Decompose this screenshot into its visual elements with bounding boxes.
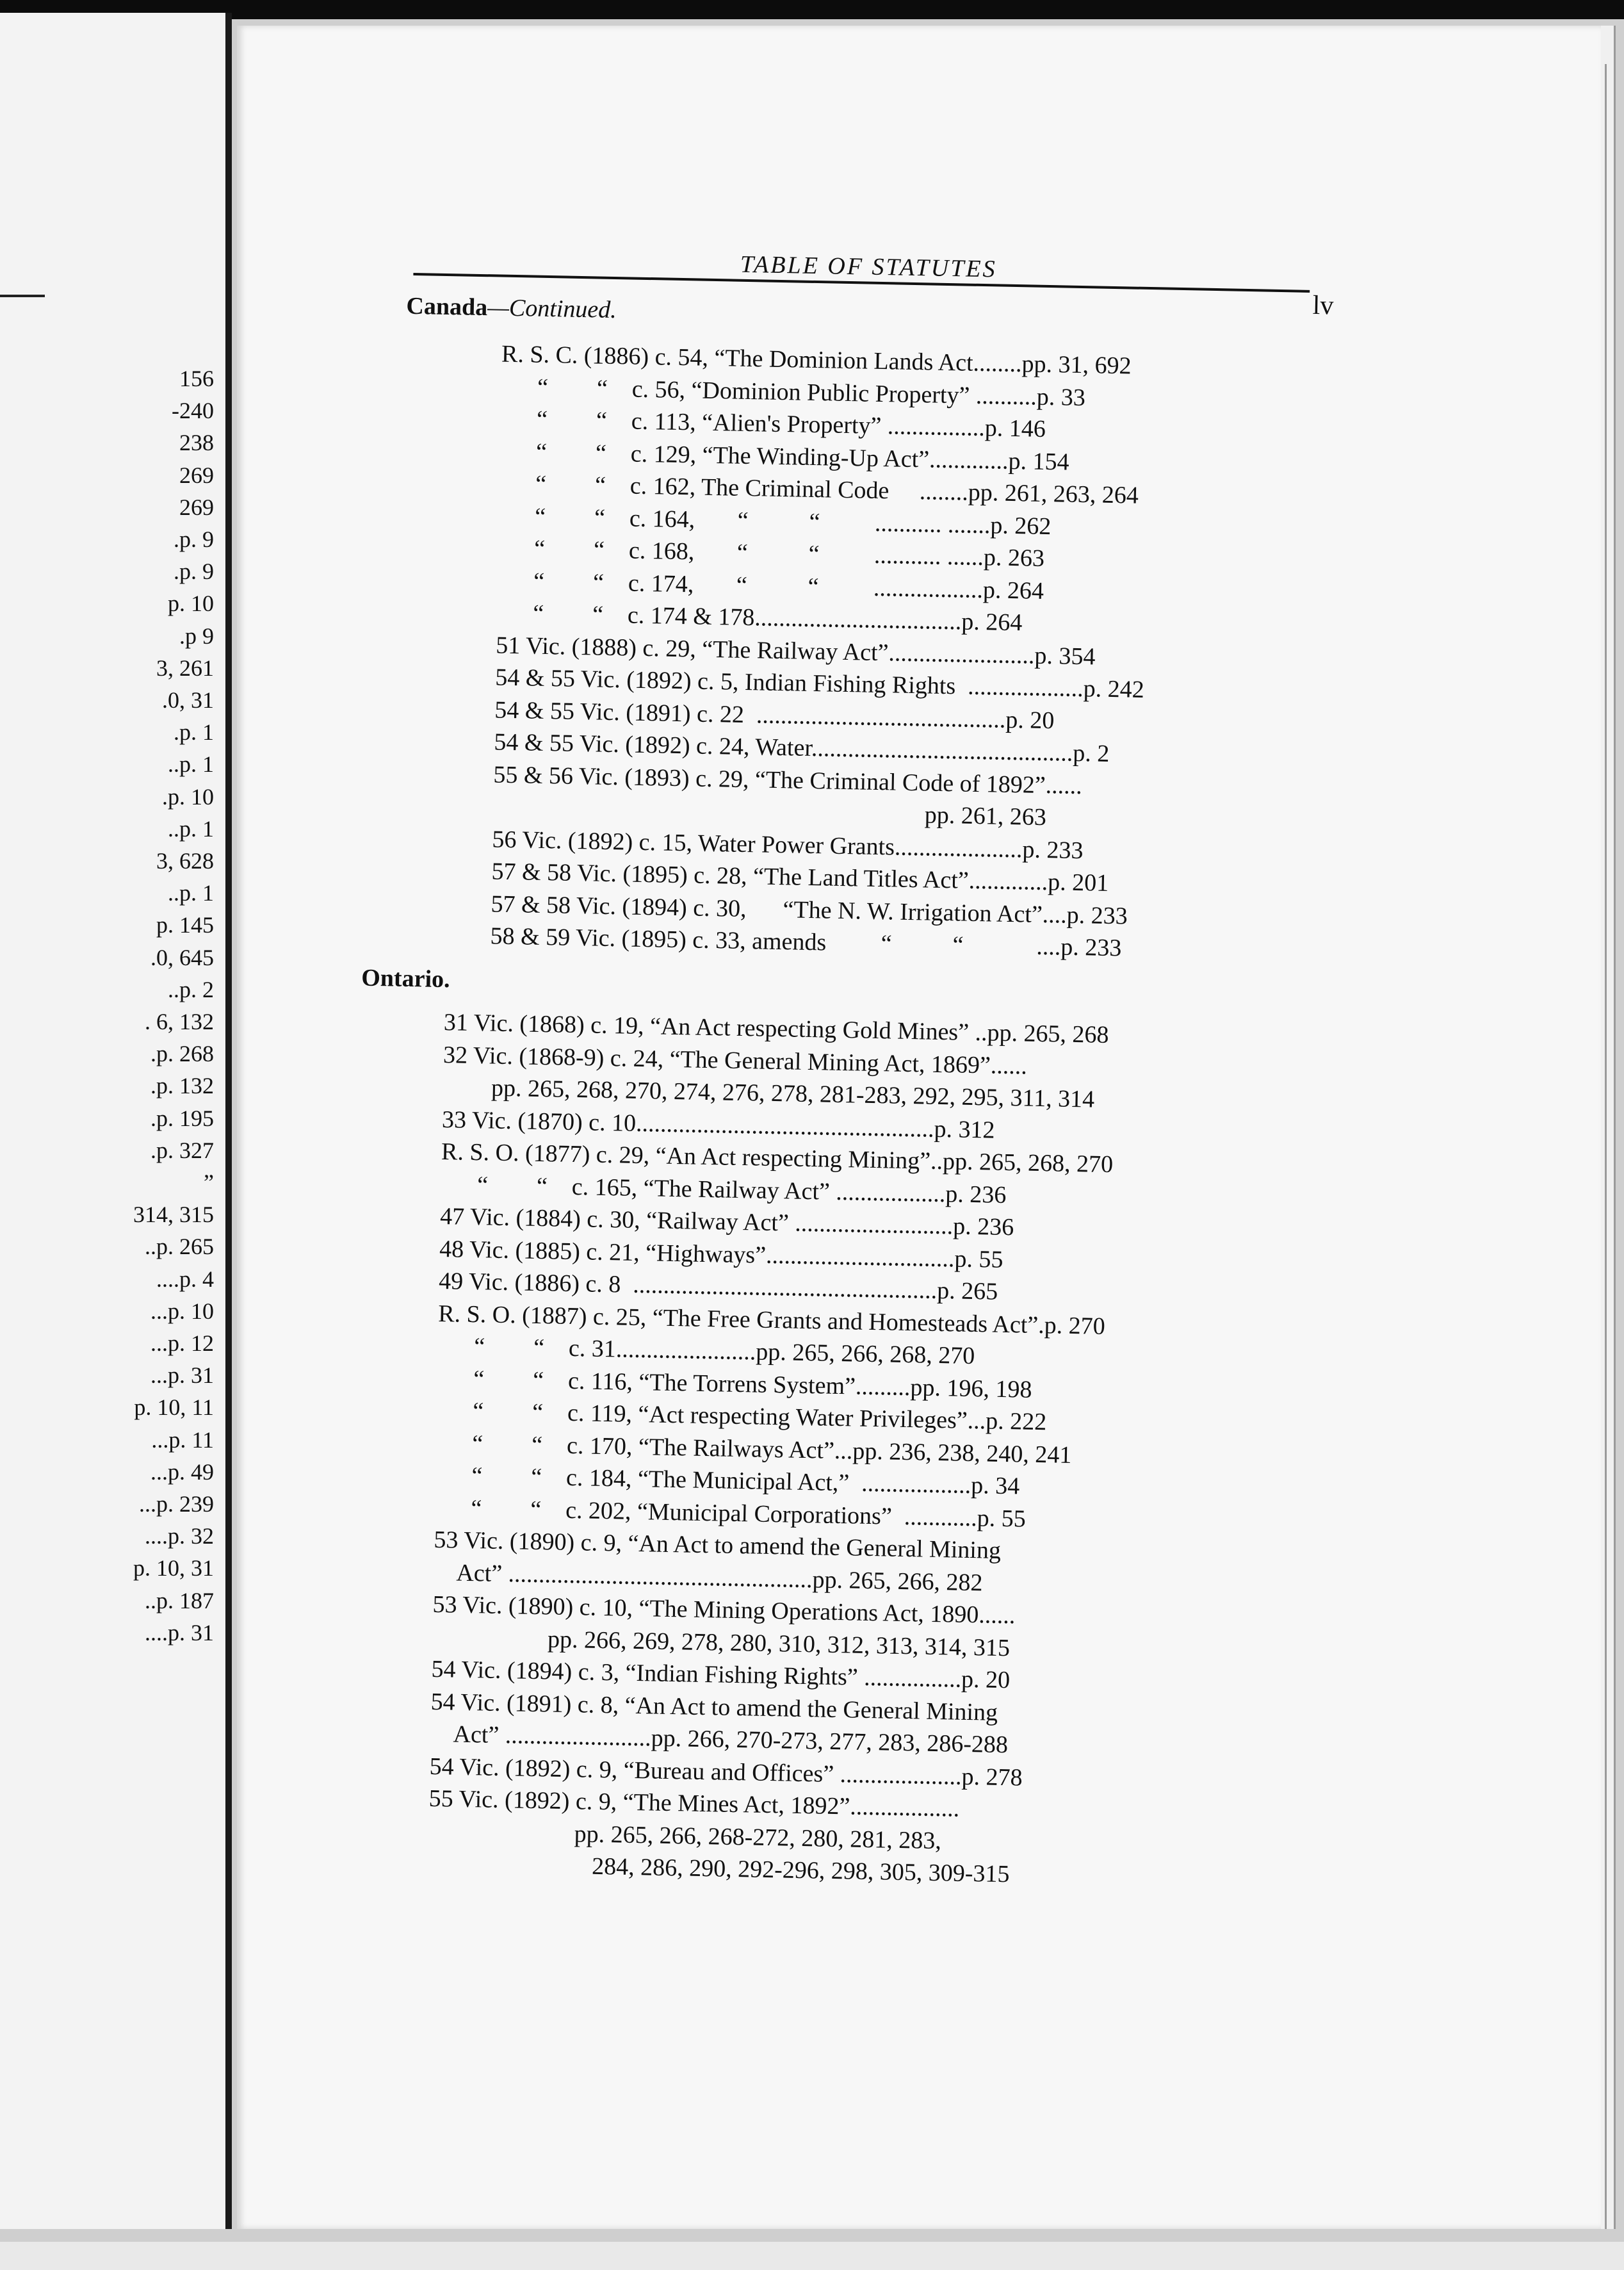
statute-entry: 32 Vic. (1868-9) c. 24, “The General Mining Act, 1869”...... (443, 1041, 1028, 1080)
statute-entry: 54 & 55 Vic. (1892) c. 5, Indian Fishing Rights ...................p. 242 (494, 664, 1145, 703)
statute-entry: 55 Vic. (1892) c. 9, “The Mines Act, 1892”.................. (428, 1784, 960, 1822)
statute-entry: 31 Vic. (1868) c. 19, “An Act respecting Gold Mines” ..pp. 265, 268 (443, 1009, 1109, 1049)
page-content (209, 13, 1616, 2242)
previous-page-line: 238 (179, 430, 214, 456)
section-heading-canada-label: Canada (406, 292, 488, 322)
statute-entry: “ “ c. 174 & 178..................................p. 264 (496, 599, 1023, 637)
previous-page-line: 269 (179, 462, 214, 488)
statute-entry: Act” ..................................................pp. 265, 266, 282 (433, 1558, 983, 1596)
previous-page-line: ..p. 1 (168, 880, 214, 906)
statute-entry: R. S. C. (1886) c. 54, “The Dominion Lands Act........pp. 31, 692 (501, 340, 1132, 380)
statute-entry: “ “ c. 184, “The Municipal Act,” ..................p. 34 (435, 1461, 1020, 1500)
previous-page-line: 269 (179, 494, 214, 520)
previous-page-line: 3, 261 (156, 655, 214, 681)
statute-entry: “ “ c. 56, “Dominion Public Property” ..........p. 33 (500, 373, 1086, 411)
previous-page-line: .p. 268 (150, 1041, 214, 1067)
page-number: lv (1312, 290, 1334, 321)
section-heading-ontario: Ontario. (361, 964, 451, 993)
previous-page-line: .p. 10 (162, 783, 214, 810)
previous-page-line: ....p. 31 (145, 1619, 214, 1645)
statute-entry: pp. 261, 263 (492, 793, 1047, 831)
previous-page-line: ..p. 2 (168, 976, 214, 1002)
previous-page-line: .p. 1 (174, 719, 214, 746)
statute-entry: “ “ c. 116, “The Torrens System”.........pp. 196, 198 (436, 1364, 1032, 1403)
previous-page-rule (0, 295, 45, 297)
previous-page-line: ..p. 265 (145, 1234, 214, 1260)
statute-entry: 53 Vic. (1890) c. 10, “The Mining Operations Act, 1890...... (432, 1590, 1016, 1629)
statute-entry: “ “ c. 202, “Municipal Corporations” ............p. 55 (434, 1494, 1027, 1533)
statute-entry: “ “ c. 119, “Act respecting Water Privileges”...p. 222 (436, 1396, 1047, 1436)
statute-entry: 54 Vic. (1894) c. 3, “Indian Fishing Rights” ................p. 20 (431, 1655, 1011, 1694)
previous-page-line: . 6, 132 (145, 1009, 214, 1034)
statute-entry: R. S. O. (1877) c. 29, “An Act respecting Mining”..pp. 265, 268, 270 (441, 1138, 1114, 1179)
previous-page-line: ...p. 31 (150, 1362, 214, 1389)
previous-page-line: p. 10, 11 (134, 1394, 214, 1421)
previous-page-line: p. 145 (156, 912, 214, 938)
scan-border-top (0, 0, 1624, 19)
previous-page-line: ...p. 49 (150, 1458, 214, 1485)
previous-page-line: ....p. 32 (145, 1523, 214, 1549)
statute-entry: “ “ c. 31.......................pp. 265, 266, 268, 270 (437, 1332, 975, 1370)
statute-entry: “ “ c. 168, “ “ ........... ......p. 263 (497, 534, 1045, 572)
previous-page-line: ...p. 12 (150, 1330, 214, 1356)
statute-entry: “ “ c. 164, “ “ ........... .......p. 262 (498, 502, 1052, 540)
statute-entry: pp. 265, 268, 270, 274, 276, 278, 281-283, 292, 295, 311, 314 (442, 1074, 1095, 1113)
scan-border-bottom (0, 2242, 1624, 2270)
section-heading-continued: —Continued. (487, 294, 617, 324)
statute-entry: “ “ c. 162, The Criminal Code ........pp. 261, 263, 264 (498, 470, 1139, 509)
previous-page-line: .p. 132 (150, 1073, 214, 1099)
previous-page-line: 314, 315 (133, 1202, 214, 1228)
previous-page-line: ....p. 4 (156, 1266, 214, 1292)
statute-entry: 57 & 58 Vic. (1894) c. 30, “The N. W. Irrigation Act”....p. 233 (491, 890, 1128, 930)
previous-page-line: ..p. 187 (145, 1587, 214, 1613)
statute-entry: “ “ c. 174, “ “ ..................p. 264 (496, 567, 1044, 605)
previous-page-line: p. 10, 31 (133, 1555, 214, 1581)
statute-entry: 33 Vic. (1870) c. 10.................................................p. 312 (441, 1106, 995, 1144)
statute-entry: “ “ c. 165, “The Railway Act” ..................p. 236 (440, 1170, 1007, 1209)
previous-page-line: ...p. 10 (150, 1298, 214, 1324)
statute-entry: 54 Vic. (1892) c. 9, “Bureau and Offices” ....................p. 278 (429, 1752, 1023, 1792)
previous-page-line: .0, 645 (150, 944, 214, 970)
previous-page-sliver (0, 13, 232, 2229)
previous-page-line: .p. 327 (150, 1137, 214, 1163)
previous-page-line: .p 9 (179, 623, 214, 649)
previous-page-line: ..p. 1 (168, 751, 214, 778)
statute-entry: Act” ........................pp. 266, 270-273, 277, 283, 286-288 (430, 1720, 1009, 1759)
statute-entry: 53 Vic. (1890) c. 9, “An Act to amend the General Mining (434, 1526, 1002, 1564)
previous-page-line: p. 10 (168, 591, 214, 617)
running-head: TABLE OF STATUTES (740, 250, 997, 283)
statute-entry: 54 & 55 Vic. (1891) c. 22 .........................................p. 20 (494, 696, 1055, 734)
statute-entry: 54 & 55 Vic. (1892) c. 24, Water...........................................p. 2 (494, 728, 1110, 767)
previous-page-line: .0, 31 (162, 687, 214, 713)
statute-entry: 56 Vic. (1892) c. 15, Water Power Grants.....................p. 233 (492, 825, 1084, 864)
previous-page-line: 3, 628 (156, 848, 214, 874)
previous-page-line: ..p. 1 (168, 815, 214, 842)
previous-page-line: ...p. 239 (139, 1491, 214, 1517)
statute-entry: 47 Vic. (1884) c. 30, “Railway Act” ..........................p. 236 (439, 1203, 1014, 1241)
statute-entry: 51 Vic. (1888) c. 29, “The Railway Act”........................p. 354 (495, 632, 1096, 670)
statute-entry: 54 Vic. (1891) c. 8, “An Act to amend the General Mining (430, 1688, 998, 1726)
previous-page-line: .p. 195 (150, 1105, 214, 1131)
ontario-statute-list (209, 13, 1616, 2242)
document-page (237, 26, 1601, 2229)
statute-entry: 57 & 58 Vic. (1895) c. 28, “The Land Titles Act”.............p. 201 (491, 858, 1109, 897)
statute-entry: pp. 266, 269, 278, 280, 310, 312, 313, 314, 315 (432, 1623, 1011, 1662)
statute-entry: 49 Vic. (1886) c. 8 ..................................................p. 265 (438, 1267, 998, 1305)
statute-entry: 58 & 59 Vic. (1895) c. 33, amends “ “ ....p. 233 (490, 922, 1122, 962)
previous-page-line: .p. 9 (174, 559, 214, 585)
previous-page-line: ” (204, 1170, 214, 1195)
previous-page-line: ...p. 11 (151, 1426, 214, 1453)
statute-entry: R. S. O. (1887) c. 25, “The Free Grants and Homesteads Act”.p. 270 (437, 1300, 1106, 1340)
statute-entry: 284, 286, 290, 292-296, 298, 305, 309-315 (427, 1849, 1010, 1888)
previous-page-line: -240 (172, 398, 214, 424)
statute-entry: “ “ c. 170, “The Railways Act”...pp. 236, 238, 240, 241 (435, 1429, 1072, 1469)
previous-page-line: .p. 9 (174, 527, 214, 552)
statute-entry: “ “ c. 113, “Alien's Property” ................p. 146 (499, 405, 1046, 443)
previous-page-line: 156 (179, 366, 214, 391)
statute-entry: 55 & 56 Vic. (1893) c. 29, “The Criminal Code of 1892”...... (493, 760, 1083, 799)
statute-entry: “ “ c. 129, “The Winding-Up Act”.............p. 154 (499, 437, 1069, 476)
statute-entry: 48 Vic. (1885) c. 21, “Highways”...............................p. 55 (439, 1235, 1003, 1273)
statute-entry: pp. 265, 266, 268-272, 280, 281, 283, (428, 1817, 942, 1854)
